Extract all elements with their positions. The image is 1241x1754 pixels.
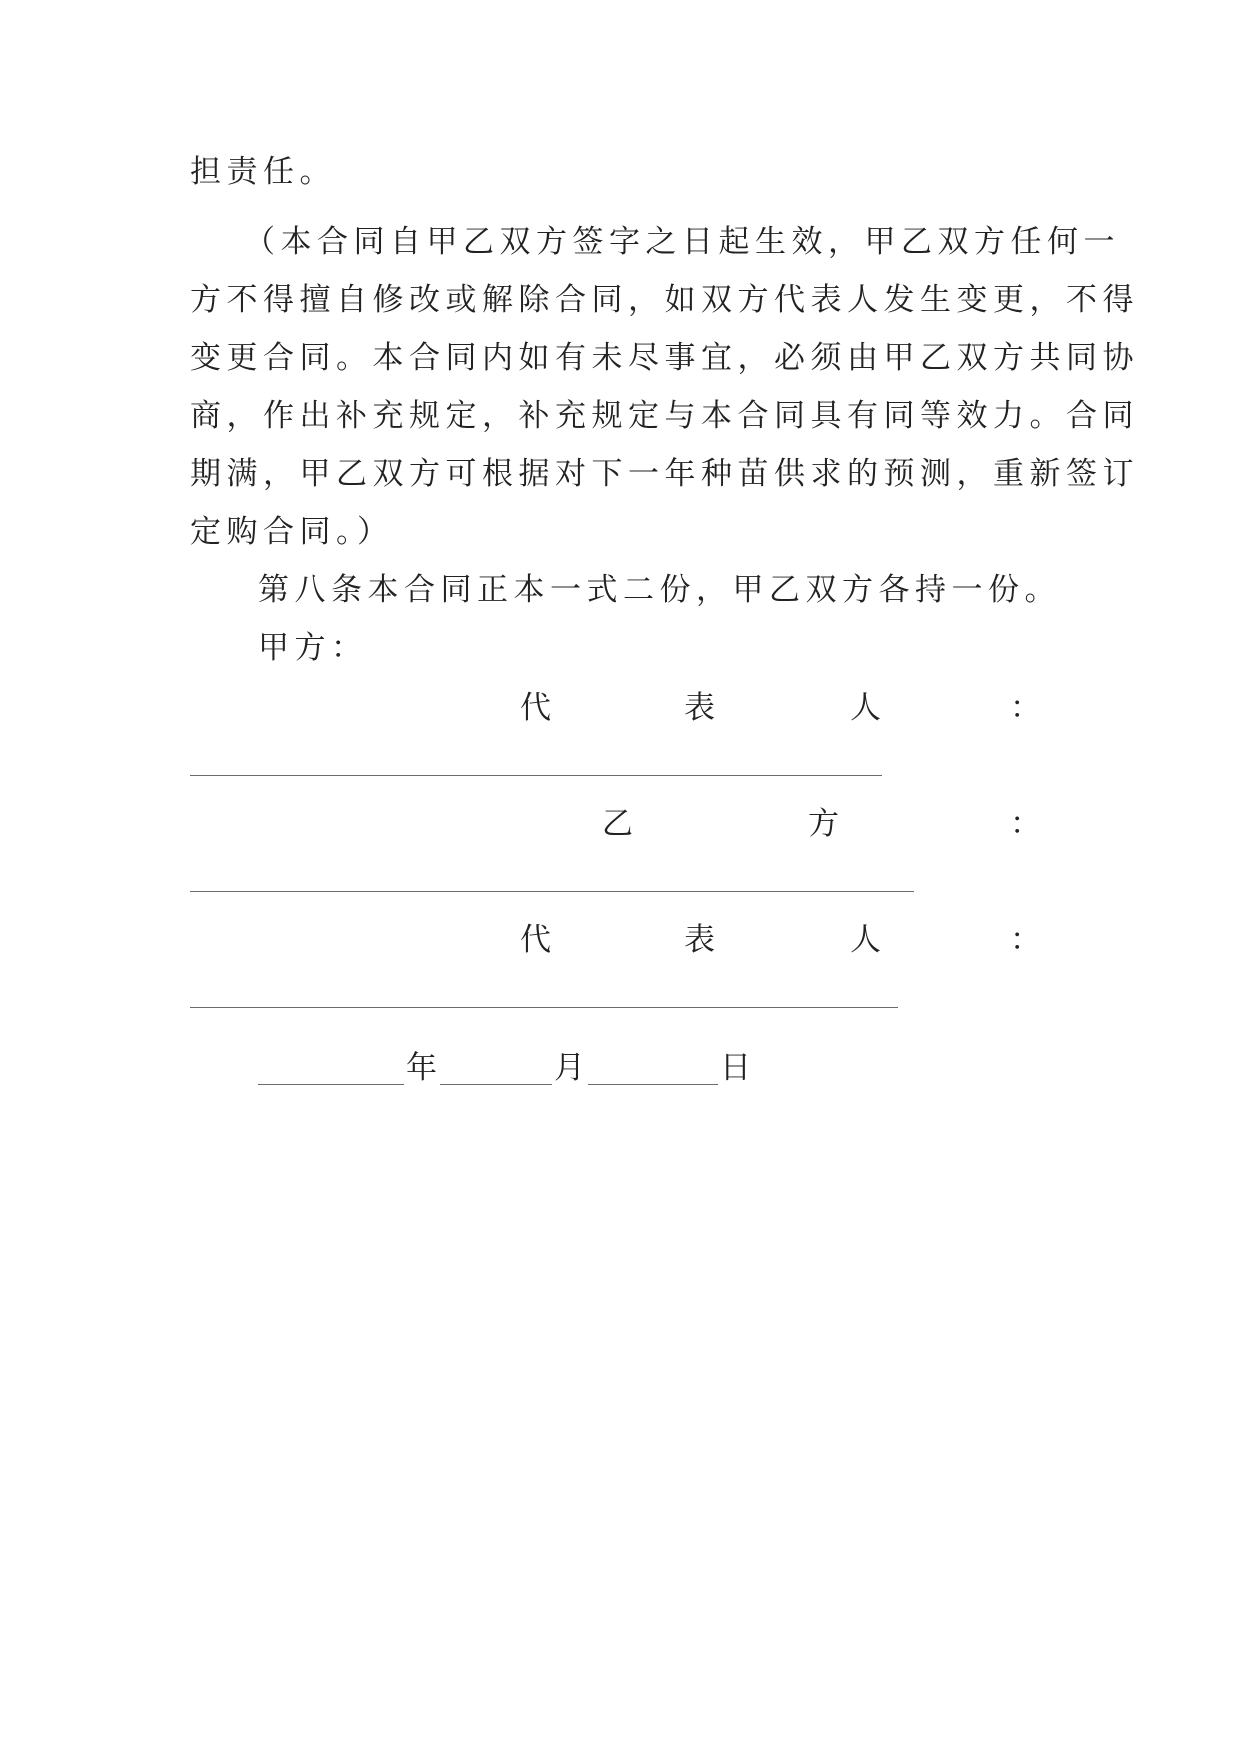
rep-b-signature-line xyxy=(190,1007,898,1008)
day-label: 日 xyxy=(720,1050,751,1086)
rep-b-char-2: 表 xyxy=(684,922,715,958)
paragraph-line-7: 定购合同。） xyxy=(190,514,394,550)
date-line xyxy=(258,1048,958,1088)
rep-a-char-1: 代 xyxy=(520,690,551,726)
rep-b-char-1: 代 xyxy=(520,922,551,958)
rep-a-signature-line xyxy=(190,775,882,776)
year-blank xyxy=(258,1084,404,1085)
rep-a-char-3: 人 xyxy=(850,690,881,726)
rep-a-colon: ： xyxy=(1010,690,1041,726)
party-b-colon: ： xyxy=(1010,806,1041,842)
year-label: 年 xyxy=(406,1050,437,1086)
month-blank xyxy=(440,1084,552,1085)
month-label: 月 xyxy=(554,1050,585,1086)
party-b-signature-line xyxy=(190,891,914,892)
rep-b-char-3: 人 xyxy=(850,922,881,958)
rep-a-char-2: 表 xyxy=(684,690,715,726)
paragraph-line-2: （本合同自甲乙双方签字之日起生效，甲乙双方任何一 xyxy=(244,224,1120,260)
paragraph-line-4: 变更合同。本合同内如有未尽事宜，必须由甲乙双方共同协 xyxy=(190,340,1139,376)
rep-b-colon: ： xyxy=(1010,922,1041,958)
paragraph-line-3: 方不得擅自修改或解除合同，如双方代表人发生变更，不得 xyxy=(190,282,1139,318)
paragraph-line-6: 期满，甲乙双方可根据对下一年种苗供求的预测，重新签订 xyxy=(190,456,1139,492)
paragraph-line-1: 担责任。 xyxy=(190,154,336,190)
article-8: 第八条本合同正本一式二份，甲乙双方各持一份。 xyxy=(258,572,1061,608)
party-b-char-2: 方 xyxy=(808,806,839,842)
paragraph-line-5: 商，作出补充规定，补充规定与本合同具有同等效力。合同 xyxy=(190,398,1139,434)
party-b-char-1: 乙 xyxy=(602,806,633,842)
day-blank xyxy=(588,1084,718,1085)
party-a-label: 甲方： xyxy=(258,630,368,666)
